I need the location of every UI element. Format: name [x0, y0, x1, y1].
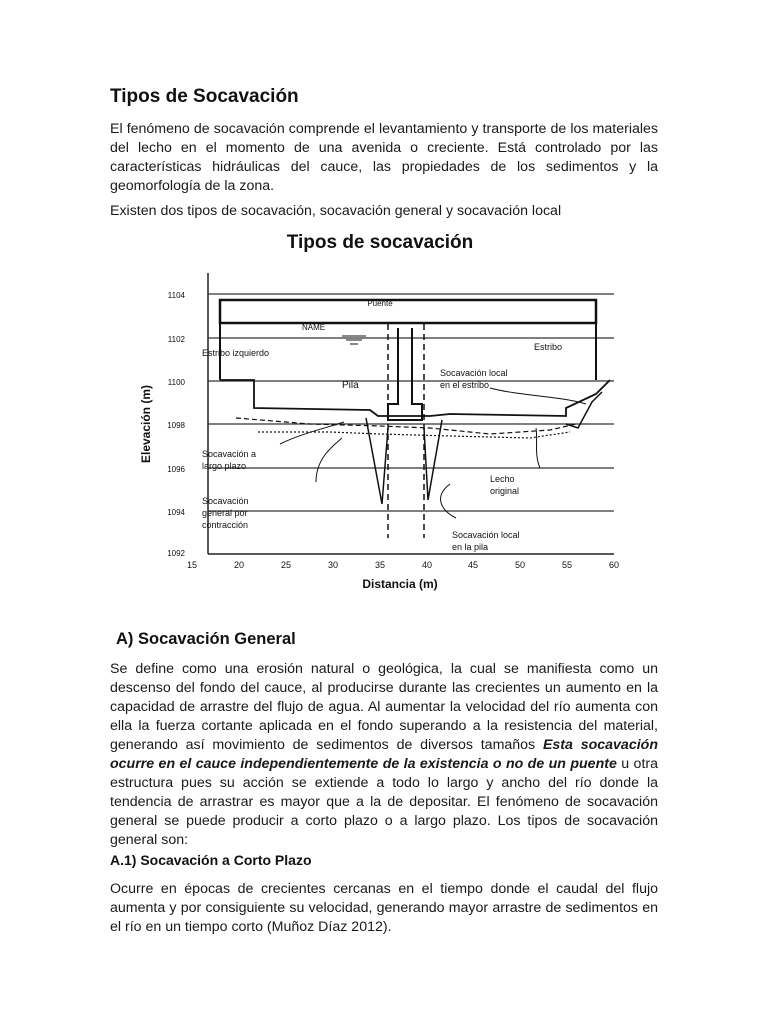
intro-paragraph: El fenómeno de socavación comprende el levantamiento y transporte de los materiales del lecho en el momento de una avenida o creciente. Está controlado por las características hidráulicas del cauce, las propiedades de los sedimentos y la geomorfología de la zona. — [110, 121, 658, 194]
section-a-text-start: Se define como una erosión natural o geológica, la cual se manifiesta como un descenso del fondo del cauce, al producirse durante las crecientes un aumento en la capacidad de arrastre del flujo de agua. Al aumentar la velocidad del río aumenta con ella la fuerza cortante aplicada en el fondo superando a la resistencia del material, generando así movimiento de sedimentos de diversos tamaños — [110, 661, 658, 753]
annotation-arrow — [316, 438, 342, 482]
section-a-text-end: u otra estructura pues su acción se extiende a todo lo largo y ancho del río donde la tendencia de arrastrar es mayor que a la de depositar. El fenómeno de socavación general se puede producir a corto plazo o a largo plazo. Los tipos de socavación general son: — [110, 756, 658, 848]
bridge-label: Puente — [367, 299, 393, 308]
long-term-scour-label: largo plazo — [202, 461, 247, 471]
x-tick-label: 55 — [561, 560, 573, 570]
annotation-arrow — [280, 422, 344, 444]
section-a-paragraph — [110, 660, 658, 850]
y-tick-label: 1102 — [167, 335, 185, 344]
section-a1-heading: A.1) Socavación a Corto Plazo — [110, 852, 312, 868]
types-sentence: Existen dos tipos de socavación, socavación general y socavación local — [110, 203, 562, 219]
x-tick-label: 25 — [280, 560, 292, 570]
y-tick-label: 1094 — [167, 508, 185, 517]
section-a1-paragraph: Ocurre en épocas de crecientes cercanas en el tiempo donde el caudal del flujo aumenta y por consiguiente su velocidad, generando mayor arrastre de sedimentos en el río en un tiempo corto (Muñoz Díaz 2012). — [110, 881, 658, 935]
x-tick-label: 45 — [467, 560, 479, 570]
pier-local-scour-left — [366, 418, 388, 504]
figure-title: Tipos de socavación — [286, 232, 474, 253]
contraction-scour-label: contracción — [202, 520, 249, 530]
contraction-scour-line — [258, 432, 570, 438]
section-a-emphasis: Esta socavación ocurre en el cauce independientemente de la existencia o no de un puente — [110, 737, 658, 772]
x-tick-label: 15 — [186, 560, 198, 570]
pier-local-scour-right — [424, 420, 442, 500]
page-title: Tipos de Socavación — [110, 86, 299, 107]
original-bed-label: original — [490, 486, 520, 496]
abutment-local-scour — [566, 392, 602, 428]
annotation-arrow — [441, 484, 456, 518]
right-abutment-label: Estribo — [534, 342, 563, 352]
x-tick-label: 50 — [514, 560, 526, 570]
water-level-label: NAME — [302, 323, 326, 332]
y-tick-label: 1096 — [167, 465, 185, 474]
original-bed-label: Lecho — [490, 474, 515, 484]
x-tick-label: 20 — [233, 560, 245, 570]
annotation-arrow — [490, 388, 586, 404]
abutment-scour-label: en el estribo — [440, 380, 490, 390]
x-tick-label: 30 — [327, 560, 339, 570]
scour-diagram — [130, 228, 630, 598]
pier-scour-label: en la pila — [452, 542, 489, 552]
pier-label: Pila — [342, 380, 359, 391]
x-tick-label: 60 — [608, 560, 620, 570]
y-tick-label: 1100 — [167, 378, 185, 387]
section-a-heading: A) Socavación General — [116, 630, 296, 648]
annotation-arrow — [536, 428, 540, 468]
left-abutment-label: Estribo izquierdo — [202, 348, 270, 358]
y-tick-label: 1092 — [167, 549, 185, 558]
y-tick-label: 1104 — [167, 291, 185, 300]
y-axis-title: Elevación (m) — [139, 384, 153, 464]
scour-types-figure — [130, 228, 630, 598]
contraction-scour-label: general por — [202, 508, 248, 518]
long-term-scour-label: Socavación a — [202, 449, 257, 459]
x-tick-label: 35 — [374, 560, 386, 570]
pier-scour-label: Socavación local — [452, 530, 520, 540]
x-axis-title: Distancia (m) — [362, 577, 438, 591]
contraction-scour-label: Socavación — [202, 496, 249, 506]
pier — [388, 328, 422, 420]
bridge-deck — [220, 300, 596, 323]
abutment-scour-label: Socavación local — [440, 368, 508, 378]
y-tick-label: 1098 — [167, 421, 185, 430]
x-tick-label: 40 — [421, 560, 433, 570]
